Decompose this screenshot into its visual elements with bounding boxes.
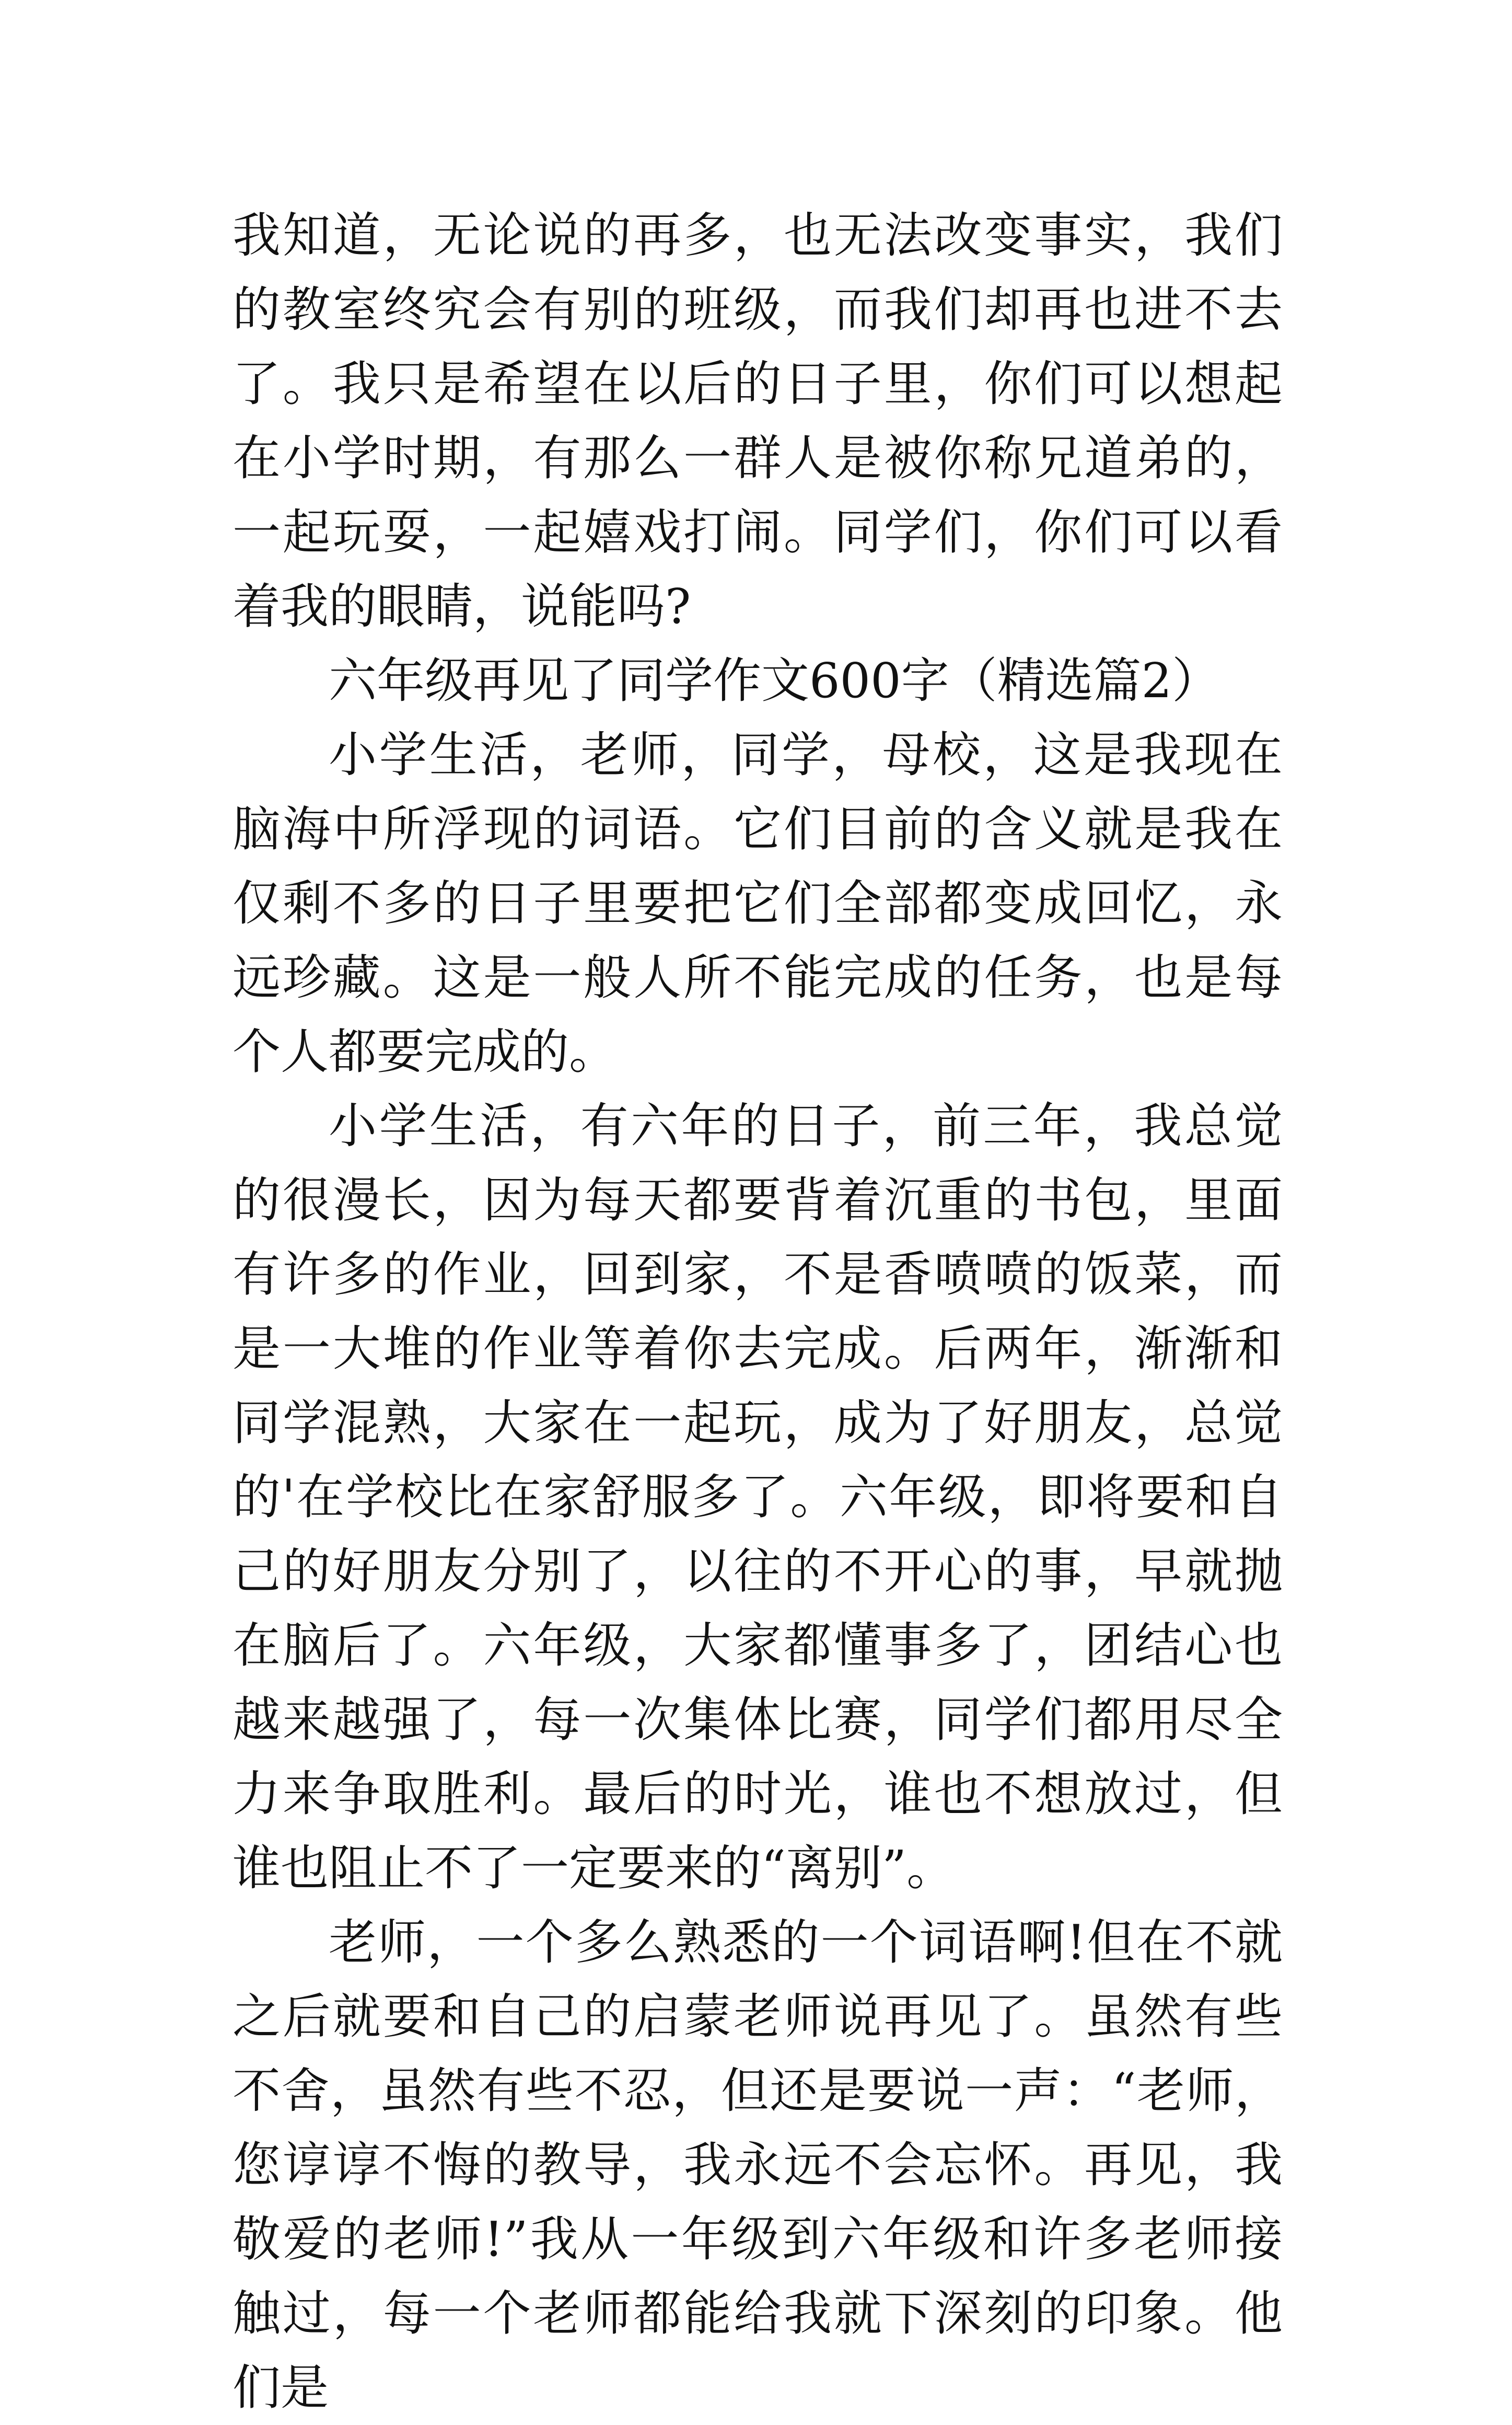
section-heading: 六年级再见了同学作文600字（精选篇2） bbox=[329, 653, 1220, 709]
paragraph-1: 我知道，无论说的再多，也无法改变事实，我们的教室终究会有别的班级，而我们却再也进不去了。我只是希望在以后的日子里，你们可以想起在小学时期，有那么一群人是被你称兄道弟的，一起玩耍，一起嬉戏打闹。同学们，你们可以看着我的眼睛，说能吗? bbox=[232, 207, 1283, 634]
paragraph-2: 小学生活，老师，同学，母校，这是我现在脑海中所浮现的词语。它们目前的含义就是我在仅剩不多的日子里要把它们全部都变成回忆，永远珍藏。这是一般人所不能完成的任务，也是每个人都要完成的。 bbox=[232, 727, 1283, 1080]
essay-text bbox=[232, 199, 1283, 2425]
paragraph-4: 老师，一个多么熟悉的一个词语啊!但在不就之后就要和自己的启蒙老师说再见了。虽然有些不舍，虽然有些不忍，但还是要说一声：“老师，您谆谆不悔的教导，我永远不会忘怀。再见，我敬爱的老师!”我从一年级到六年级和许多老师接触过，每一个老师都能给我就下深刻的印象。他们是 bbox=[232, 1914, 1283, 2416]
paragraph-3: 小学生活，有六年的日子，前三年，我总觉的很漫长，因为每天都要背着沉重的书包，里面有许多的作业，回到家，不是香喷喷的饭菜，而是一大堆的作业等着你去完成。后两年，渐渐和同学混熟，大家在一起玩，成为了好朋友，总觉的'在学校比在家舒服多了。六年级，即将要和自己的好朋友分别了，以往的不开心的事，早就抛在脑后了。六年级，大家都懂事多了，团结心也越来越强了，每一次集体比赛，同学们都用尽全力来争取胜利。最后的时光，谁也不想放过，但谁也阻止不了一定要来的“离别”。 bbox=[232, 1098, 1283, 1896]
